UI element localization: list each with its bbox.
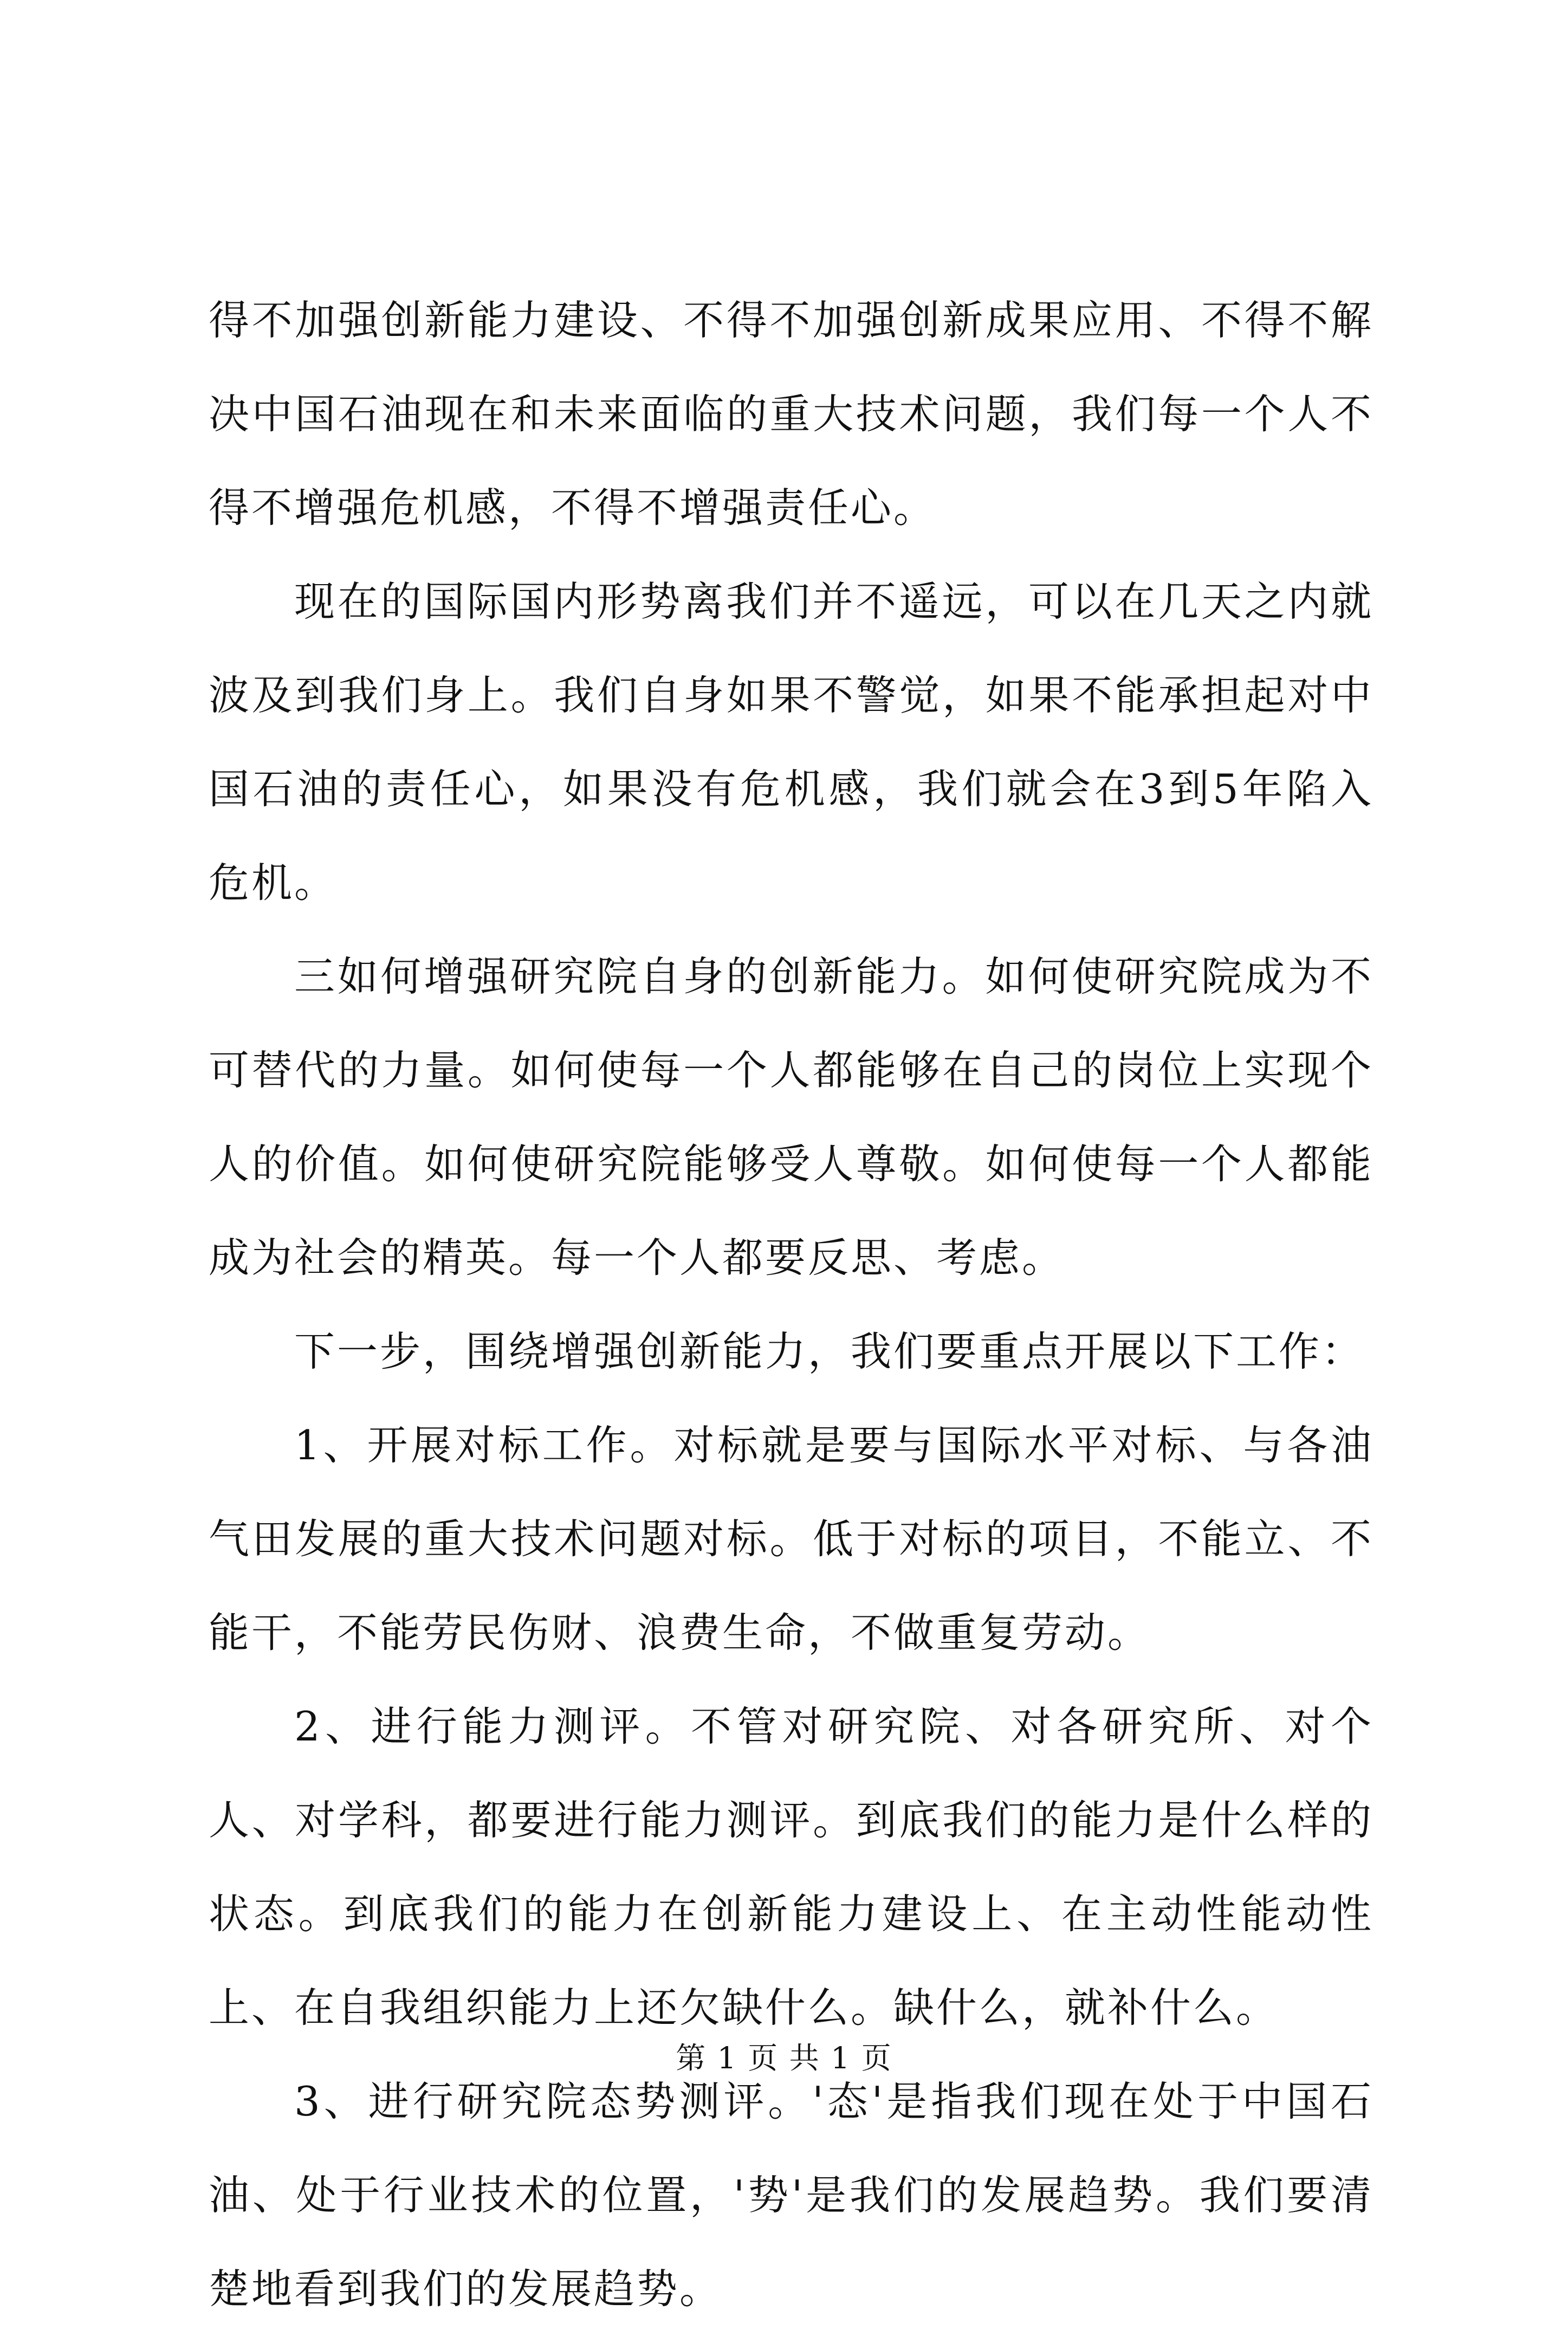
paragraph-1: 得不加强创新能力建设、不得不加强创新成果应用、不得不解决中国石油现在和未来面临的重大技术问题，我们每一个人不得不增强危机感，不得不增强责任心。 [209, 296, 1373, 532]
paragraph-5: 1、开展对标工作。对标就是要与国际水平对标、与各油气田发展的重大技术问题对标。低于对标的项目，不能立、不能干，不能劳民伤财、浪费生命，不做重复劳动。 [209, 1421, 1373, 1656]
paragraph-4: 下一步，围绕增强创新能力，我们要重点开展以下工作： [294, 1328, 1365, 1375]
document-body [209, 274, 1373, 2336]
paragraph-2: 现在的国际国内形势离我们并不遥远，可以在几天之内就波及到我们身上。我们自身如果不警觉，如果不能承担起对中国石油的责任心，如果没有危机感，我们就会在3到5年陷入危机。 [209, 578, 1373, 907]
paragraph-7: 3、进行研究院态势测评。'态'是指我们现在处于中国石油、处于行业技术的位置，'势'是我们的发展趋势。我们要清楚地看到我们的发展趋势。 [209, 2078, 1373, 2313]
paragraph-3: 三如何增强研究院自身的创新能力。如何使研究院成为不可替代的力量。如何使每一个人都能够在自己的岗位上实现个人的价值。如何使研究院能够受人尊敬。如何使每一个人都能成为社会的精英。每一个人都要反思、考虑。 [209, 953, 1373, 1282]
paragraph-6: 2、进行能力测评。不管对研究院、对各研究所、对个人、对学科，都要进行能力测评。到底我们的能力是什么样的状态。到底我们的能力在创新能力建设上、在主动性能动性上、在自我组织能力上还欠缺什么。缺什么，就补什么。 [209, 1703, 1373, 2031]
page-footer: 第 1 页 共 1 页 [676, 2041, 892, 2075]
